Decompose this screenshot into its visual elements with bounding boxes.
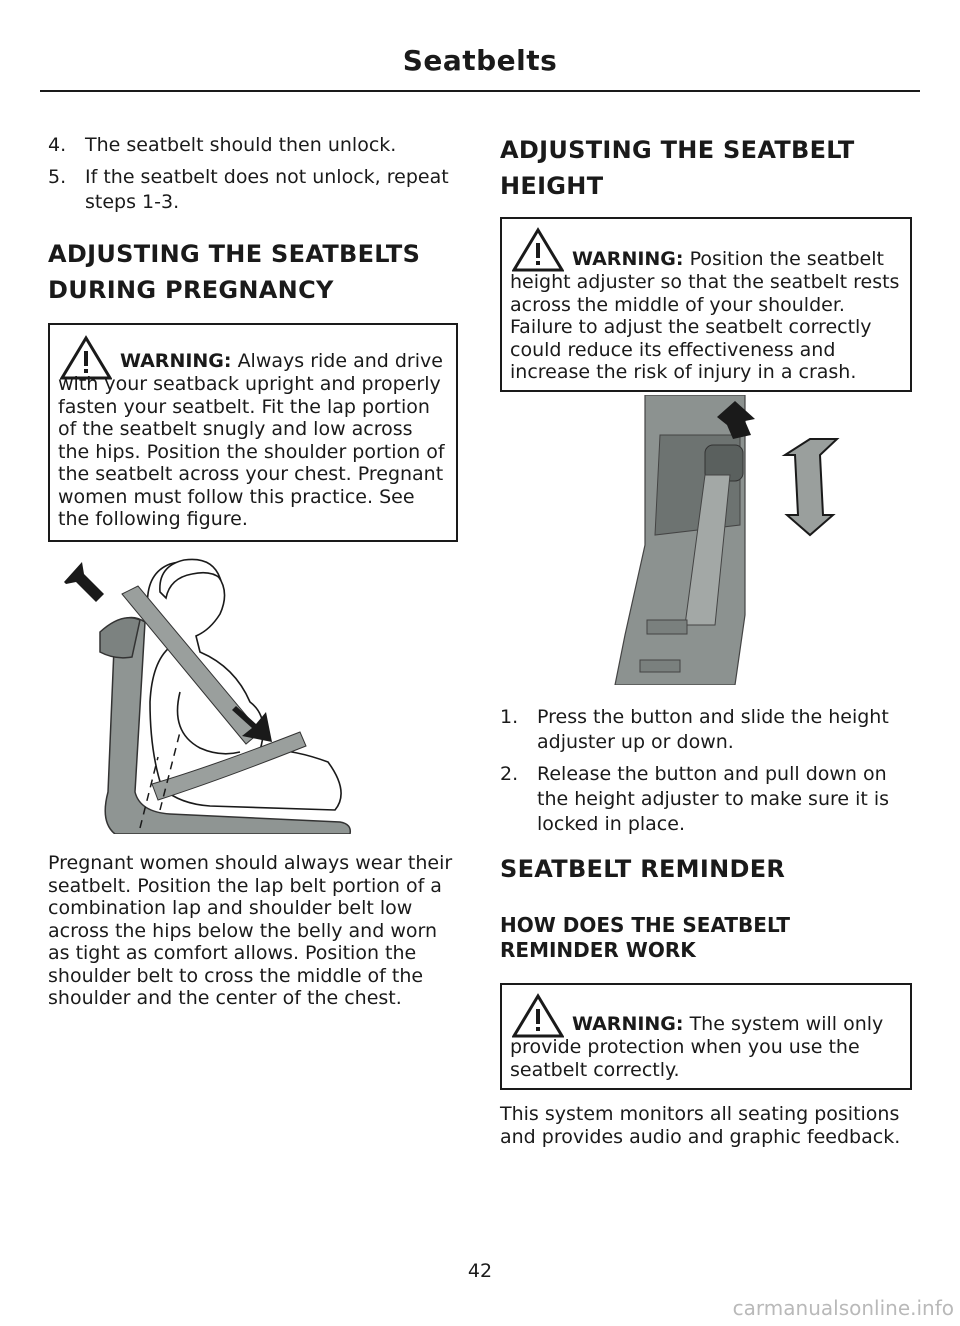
warning-line: could reduce its effectiveness and [510,338,836,361]
warning-line: of the seatbelt snugly and low across [58,418,413,440]
warning-first-line [120,350,443,373]
step-text: Press the button and slide the height [537,706,889,728]
warning-first-line [572,248,884,271]
warning-line: seatbelt correctly. [510,1058,680,1081]
section-heading-pregnancy [48,237,420,307]
warning-line: Failure to adjust the seatbelt correctly [510,316,872,338]
reminder-paragraph [500,1103,900,1148]
warning-text: Position the seatbelt [689,248,884,270]
warning-line: the hips. Position the shoulder portion of [58,440,445,463]
pregnancy-paragraph [48,852,452,1010]
step-number: 5. [48,166,67,188]
heading-line: DURING PREGNANCY [48,276,334,304]
warning-box-reminder [500,983,912,1090]
step-text: locked in place. [537,813,685,835]
subheading-reminder [500,913,790,963]
step-text: If the seatbelt does not unlock, repeat [85,166,449,188]
section-heading-height [500,133,855,203]
warning-body [510,271,899,384]
watermark: carmanualsonline.info [732,1296,954,1320]
pregnant-woman-seatbelt-illustration [60,552,360,834]
warning-line: fasten your seatbelt. Fit the lap portion [58,395,430,418]
arrow-up-left-icon [64,562,104,602]
warning-text: Always ride and drive [237,350,443,372]
step-text: adjuster up or down. [537,731,734,753]
page-number: 42 [467,1260,493,1282]
warning-triangle-icon [512,227,564,273]
step-number: 2. [500,763,519,785]
step-number: 1. [500,706,519,728]
paragraph-line: as tight as comfort allows. Position the [48,942,417,964]
step-text: the height adjuster to make sure it is [537,788,890,810]
heading-line: ADJUSTING THE SEATBELT [500,136,855,164]
paragraph-line: combination lap and shoulder belt low [48,897,413,919]
warning-text: The system will only [689,1013,884,1035]
warning-triangle-icon [512,993,564,1039]
warning-first-line [572,1013,883,1036]
paragraph-line: across the hips below the belly and worn [48,919,437,942]
step-text: The seatbelt should then unlock. [85,134,397,156]
warning-line: the seatbelt across your chest. Pregnant [58,463,444,485]
page-title: Seatbelts [402,44,558,77]
header-rule [40,90,920,92]
warning-body [510,1036,860,1081]
height-adjuster-illustration [605,395,855,685]
warning-label: WARNING: [120,350,232,372]
section-heading-reminder: SEATBELT REMINDER [500,855,786,883]
warning-label: WARNING: [572,248,684,270]
warning-line: height adjuster so that the seatbelt rests [510,271,900,293]
up-down-arrow-icon [785,439,837,535]
warning-line: provide protection when you use the [510,1036,860,1058]
warning-line: the following figure. [58,508,248,530]
step-text: steps 1-3. [85,191,180,213]
warning-line: women must follow this practice. See [58,485,415,508]
paragraph-line: Pregnant women should always wear their [48,852,453,874]
warning-body [58,373,445,531]
heading-line: HEIGHT [500,172,604,200]
paragraph-line: and provides audio and graphic feedback. [500,1125,901,1148]
subheading-line: REMINDER WORK [500,938,696,962]
warning-label: WARNING: [572,1013,684,1035]
paragraph-line: This system monitors all seating positions [500,1103,900,1125]
warning-line: with your seatback upright and properly [58,373,441,395]
warning-box-height [500,217,912,392]
paragraph-line: shoulder and the center of the chest. [48,987,402,1009]
step-text: Release the button and pull down on [537,763,887,785]
heading-line: ADJUSTING THE SEATBELTS [48,240,421,268]
warning-box-pregnancy [48,323,458,542]
paragraph-line: seatbelt. Position the lap belt portion of a [48,874,442,897]
subheading-line: HOW DOES THE SEATBELT [500,913,791,937]
warning-line: increase the risk of injury in a crash. [510,361,857,383]
paragraph-line: shoulder belt to cross the middle of the [48,964,424,987]
step-number: 4. [48,134,67,156]
warning-line: across the middle of your shoulder. [510,293,845,316]
